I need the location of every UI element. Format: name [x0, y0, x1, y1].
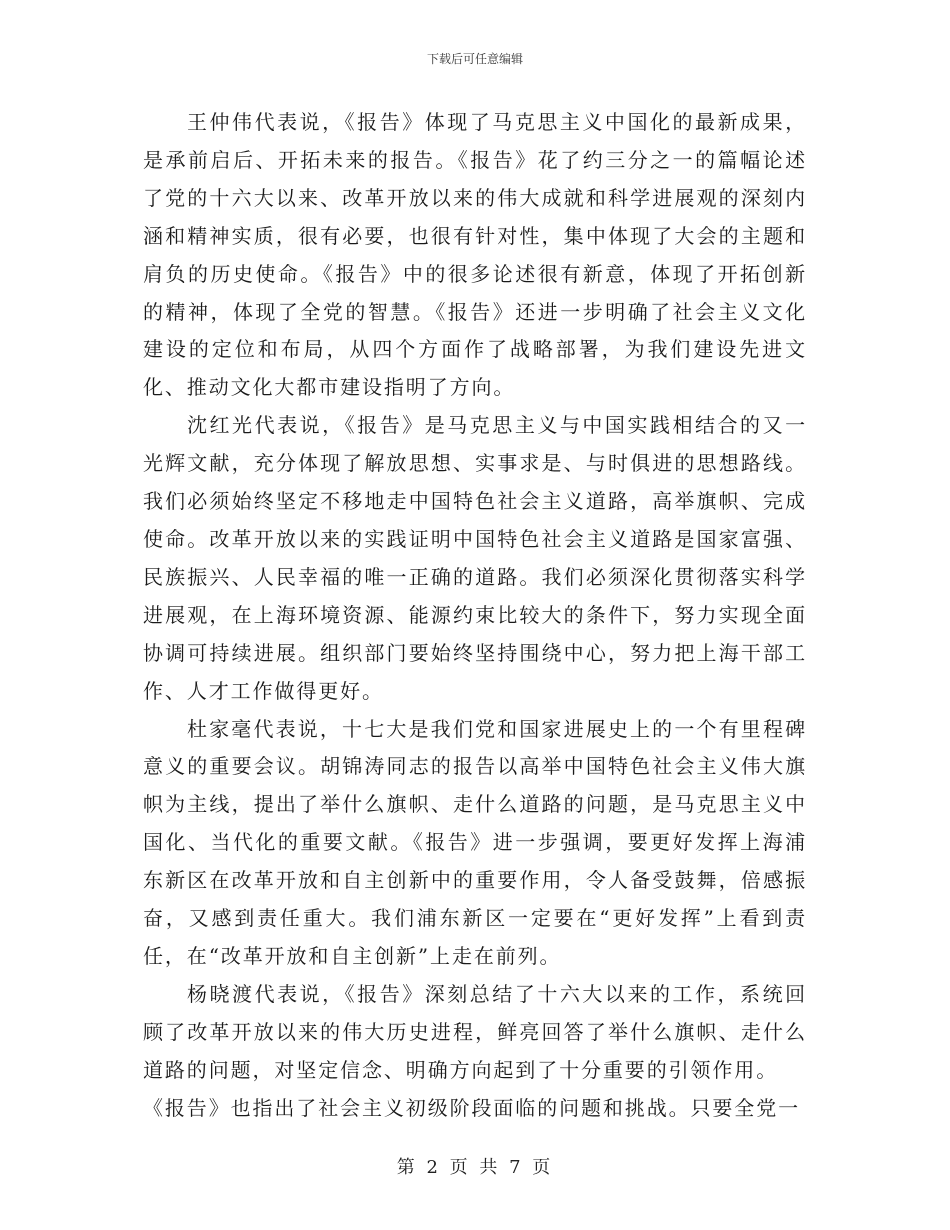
document-body	[143, 104, 807, 1127]
page-number: 第 2 页 共 7 页	[396, 1157, 554, 1178]
paragraph-shen-hongguang: 沈红光代表说，《报告》是马克思主义与中国实践相结合的又一光辉文献，充分体现了解放思想、实事求是、与时俱进的思想路线。我们必须始终坚定不移地走中国特色社会主义道路，高举旗帜、完成使命。改革开放以来的实践证明中国特色社会主义道路是国家富强、民族振兴、人民幸福的唯一正确的道路。我们必须深化贯彻落实科学进展观，在上海环境资源、能源约束比较大的条件下，努力实现全面协调可持续进展。组织部门要始终坚持围绕中心，努力把上海干部工作、人才工作做得更好。	[143, 413, 807, 703]
page-header-note: 下载后可任意编辑	[426, 52, 523, 66]
paragraph-du-jiahao: 杜家毫代表说，十七大是我们党和国家进展史上的一个有里程碑意义的重要会议。胡锦涛同志的报告以高举中国特色社会主义伟大旗帜为主线，提出了举什么旗帜、走什么道路的问题，是马克思主义中国化、当代化的重要文献。《报告》进一步强调，要更好发挥上海浦东新区在改革开放和自主创新中的重要作用，令人备受鼓舞，倍感振奋，又感到责任重大。我们浦东新区一定要在“更好发挥”上看到责任，在“改革开放和自主创新”上走在前列。	[143, 716, 807, 968]
paragraph-continuation: 《报告》也指出了社会主义初级阶段面临的问题和挑战。只要全党一	[143, 1095, 800, 1120]
paragraph-wang-zhongwei: 王仲伟代表说，《报告》体现了马克思主义中国化的最新成果，是承前启后、开拓未来的报告。《报告》花了约三分之一的篇幅论述了党的十六大以来、改革开放以来的伟大成就和科学进展观的深刻内涵和精神实质，很有必要，也很有针对性，集中体现了大会的主题和肩负的历史使命。《报告》中的很多论述很有新意，体现了开拓创新的精神，体现了全党的智慧。《报告》还进一步明确了社会主义文化建设的定位和布局，从四个方面作了战略部署，为我们建设先进文化、推动文化大都市建设指明了方向。	[143, 110, 807, 400]
paragraph-yang-xiaodu: 杨晓渡代表说，《报告》深刻总结了十六大以来的工作，系统回顾了改革开放以来的伟大历史进程，鲜亮回答了举什么旗帜、走什么道路的问题，对坚定信念、明确方向起到了十分重要的引领作用。	[143, 981, 807, 1082]
